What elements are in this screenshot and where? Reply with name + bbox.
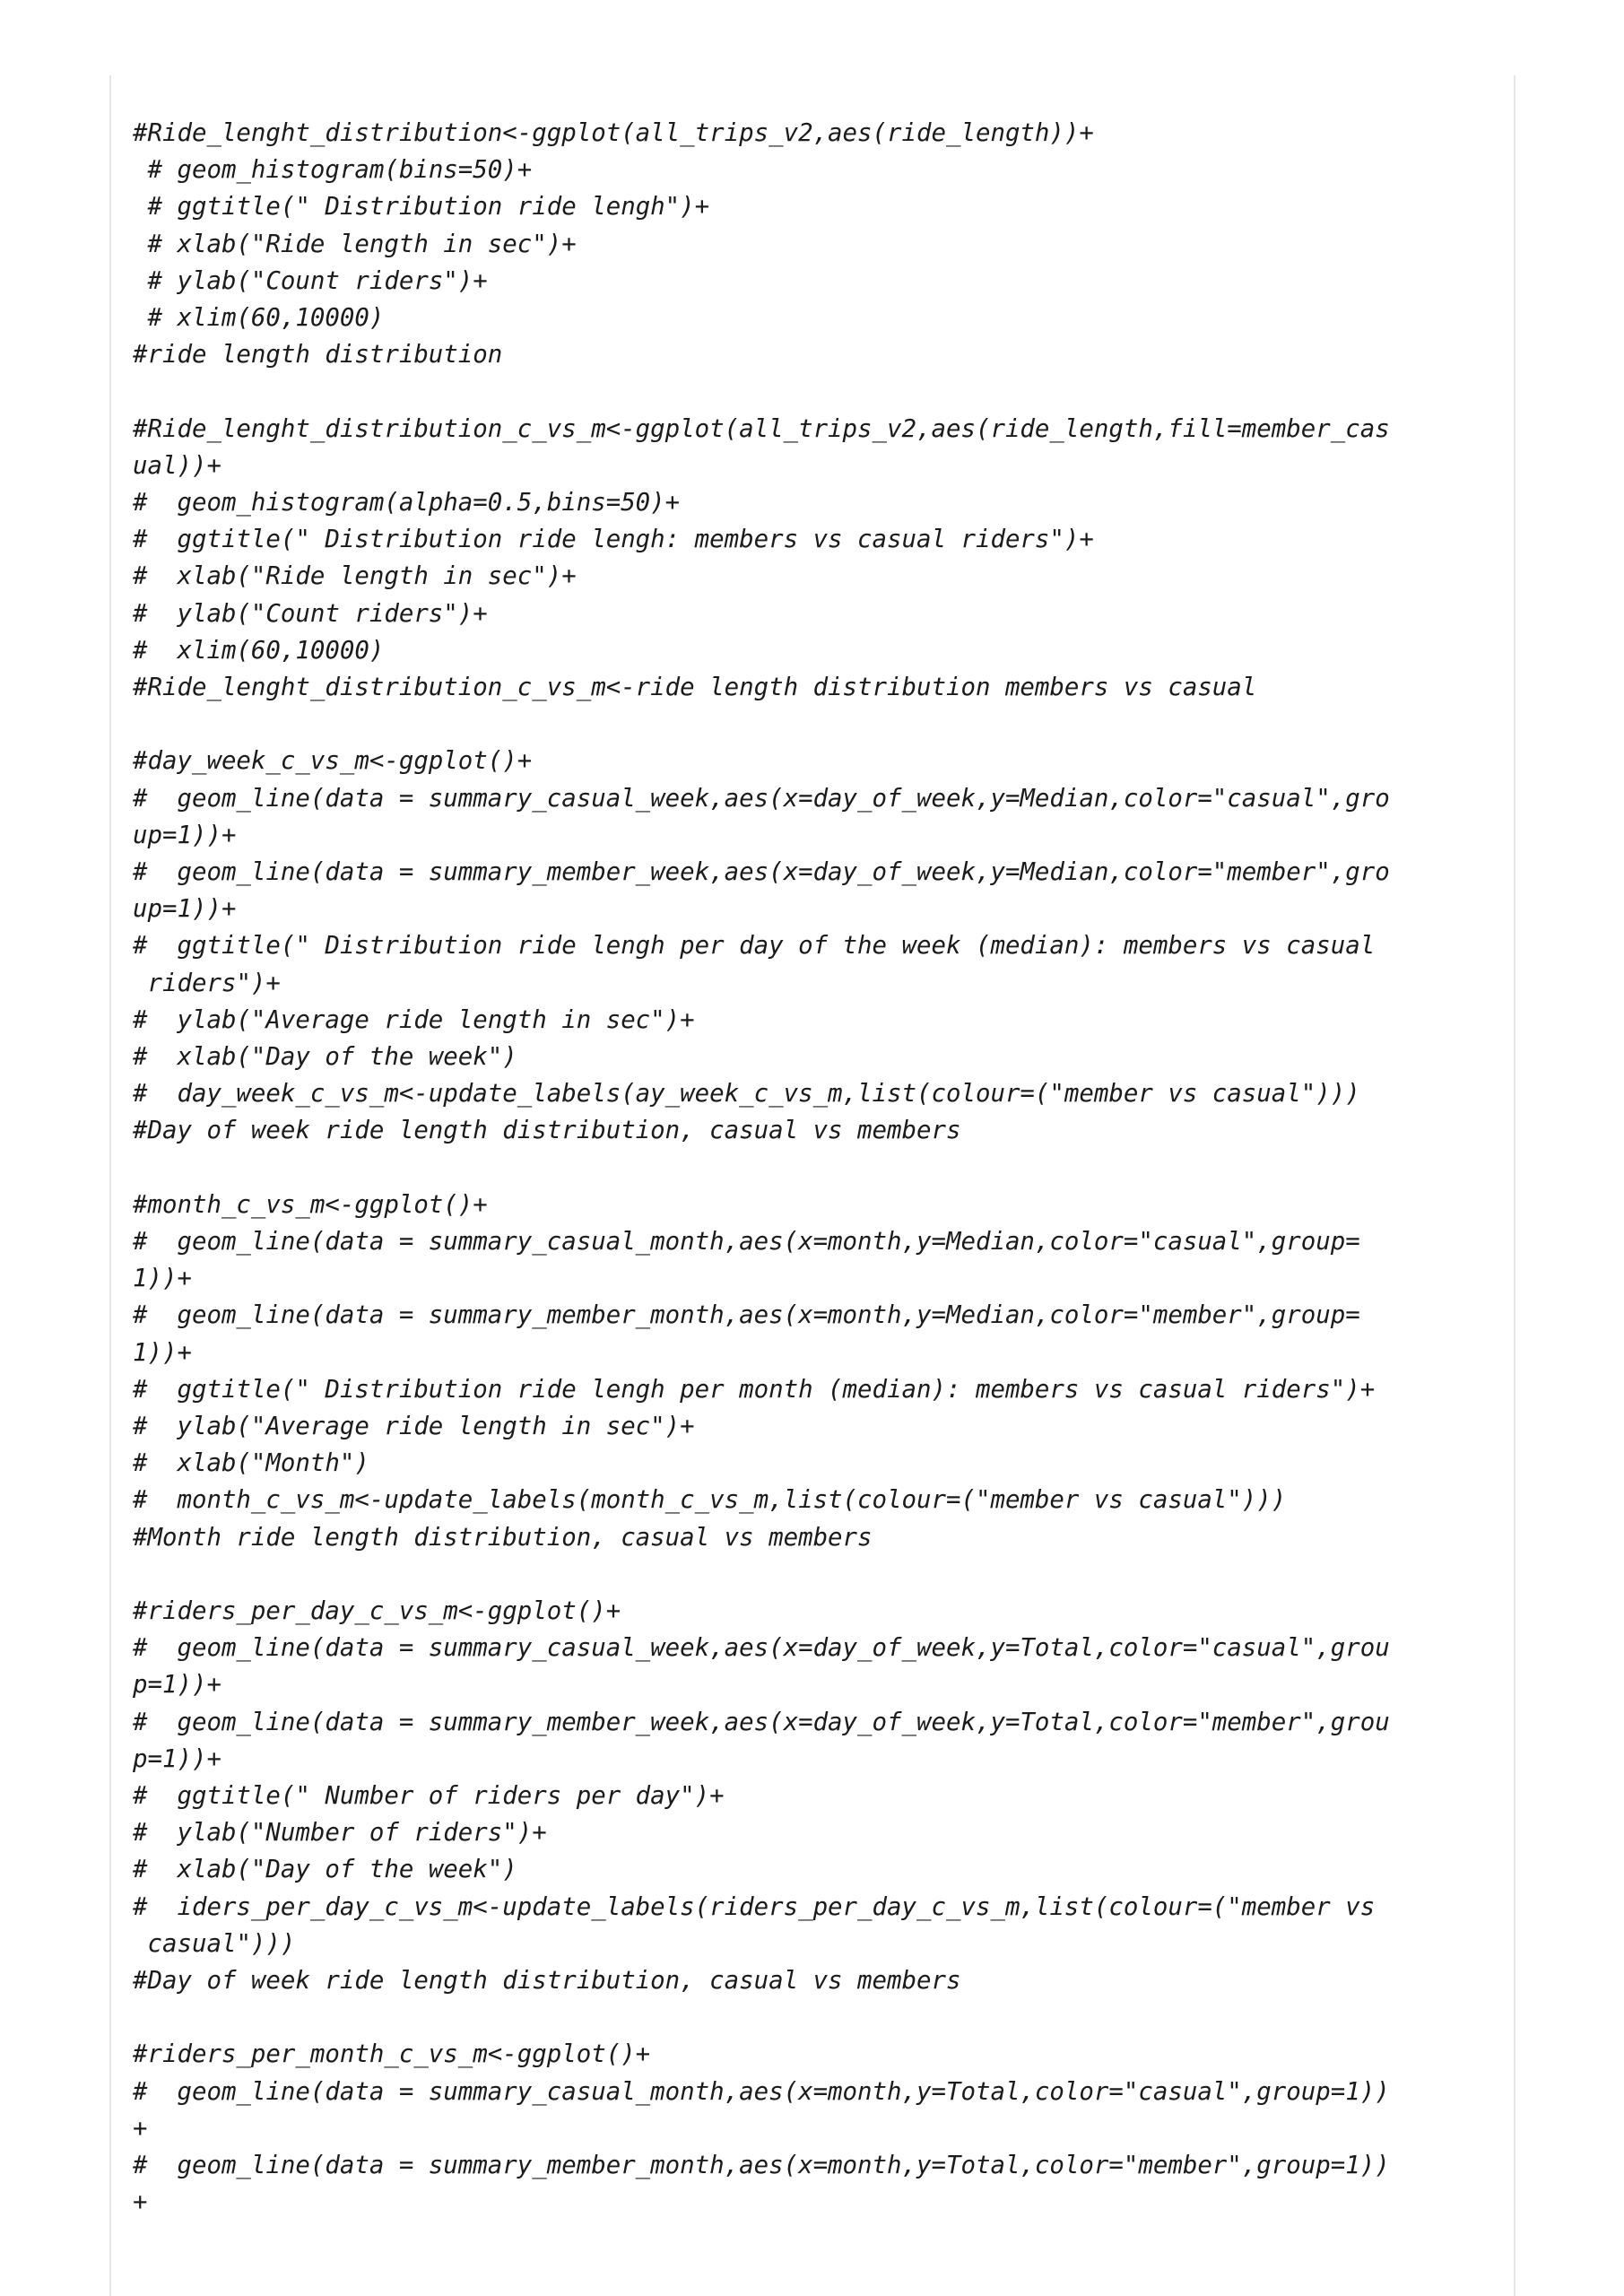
code-line: #ride length distribution [133,341,503,370]
code-line: #riders_per_day_c_vs_m<-ggplot()+ [133,1597,621,1626]
code-line: # ggtitle(" Distribution ride lengh per month (median): members vs casual riders")+ [133,1375,1376,1404]
code-line: riders")+ [133,969,281,997]
code-line [133,373,1487,410]
code-line: # xlim(60,10000) [133,636,385,665]
code-line: # xlab("Ride length in sec")+ [133,230,577,258]
code-line: # geom_histogram(alpha=0.5,bins=50)+ [133,489,681,517]
code-line: # ggtitle(" Distribution ride lengh per day of the week (median): members vs casual [133,932,1376,961]
code-line: # xlab("Month") [133,1449,369,1478]
code-line [133,1150,1487,1187]
code-line: #Day of week ride length distribution, casual vs members [133,1967,961,1996]
code-line [133,706,1487,743]
code-line: # geom_line(data = summary_member_week,aes(x=day_of_week,y=Total,color="member",grou [133,1708,1390,1736]
code-line: # geom_histogram(bins=50)+ [133,156,533,185]
code-line: #month_c_vs_m<-ggplot()+ [133,1190,488,1219]
code-line: #Month ride length distribution, casual vs members [133,1523,873,1552]
code-line: # month_c_vs_m<-update_labels(month_c_vs_m,list(colour=("member vs casual"))) [133,1486,1287,1515]
code-line: ual))+ [133,451,221,480]
code-line: # xlab("Day of the week") [133,1856,517,1884]
code-line: # xlim(60,10000) [133,304,385,333]
code-line: # geom_line(data = summary_casual_week,aes(x=day_of_week,y=Median,color="casual",gro [133,784,1390,813]
code-line: up=1))+ [133,821,237,849]
code-line: #day_week_c_vs_m<-ggplot()+ [133,747,533,776]
code-line: casual"))) [133,1929,296,1958]
code-line: 1))+ [133,1338,192,1367]
code-line: # geom_line(data = summary_casual_month,aes(x=month,y=Total,color="casual",group=1)) [133,2077,1390,2106]
code-content [133,115,1487,2222]
code-line: #riders_per_month_c_vs_m<-ggplot()+ [133,2040,651,2069]
code-line: # geom_line(data = summary_casual_week,aes(x=day_of_week,y=Total,color="casual",grou [133,1634,1390,1663]
code-line: # ggtitle(" Number of riders per day")+ [133,1782,725,1811]
code-line: up=1))+ [133,895,237,924]
code-line: #Ride_lenght_distribution<-ggplot(all_trips_v2,aes(ride_length))+ [133,119,1094,147]
code-line: # ylab("Average ride length in sec")+ [133,1005,695,1034]
code-line: # geom_line(data = summary_member_month,aes(x=month,y=Total,color="member",group=1)) [133,2152,1390,2180]
code-line [133,1999,1487,2036]
code-line: # ylab("Average ride length in sec")+ [133,1413,695,1441]
code-line: 1))+ [133,1265,192,1293]
code-line: p=1))+ [133,1744,221,1773]
code-line: # ggtitle(" Distribution ride lengh")+ [133,193,710,222]
code-line: # iders_per_day_c_vs_m<-update_labels(riders_per_day_c_vs_m,list(colour=("member vs [133,1892,1376,1921]
code-line: + [133,2188,148,2217]
code-line: #Day of week ride length distribution, casual vs members [133,1117,961,1145]
code-line: #Ride_lenght_distribution_c_vs_m<-ggplot(all_trips_v2,aes(ride_length,fill=member_cas [133,414,1390,443]
code-line: # xlab("Ride length in sec")+ [133,562,577,591]
code-line: # day_week_c_vs_m<-update_labels(ay_week_c_vs_m,list(colour=("member vs casual"))) [133,1080,1360,1109]
code-line: # ylab("Count riders")+ [133,599,488,628]
code-line: # geom_line(data = summary_member_week,aes(x=day_of_week,y=Median,color="member",gro [133,858,1390,887]
code-line [133,1556,1487,1593]
code-line: p=1))+ [133,1671,221,1700]
code-line: # ylab("Count riders")+ [133,266,488,295]
code-block [109,75,1515,2296]
code-line: # ylab("Number of riders")+ [133,1819,547,1848]
code-line: #Ride_lenght_distribution_c_vs_m<-ride length distribution members vs casual [133,674,1257,702]
code-line: # geom_line(data = summary_casual_month,aes(x=month,y=Median,color="casual",group= [133,1228,1360,1257]
code-line: # xlab("Day of the week") [133,1043,517,1072]
code-line: # geom_line(data = summary_member_month,aes(x=month,y=Median,color="member",group= [133,1301,1360,1330]
code-line: # ggtitle(" Distribution ride lengh: members vs casual riders")+ [133,526,1094,554]
code-line: + [133,2114,148,2143]
